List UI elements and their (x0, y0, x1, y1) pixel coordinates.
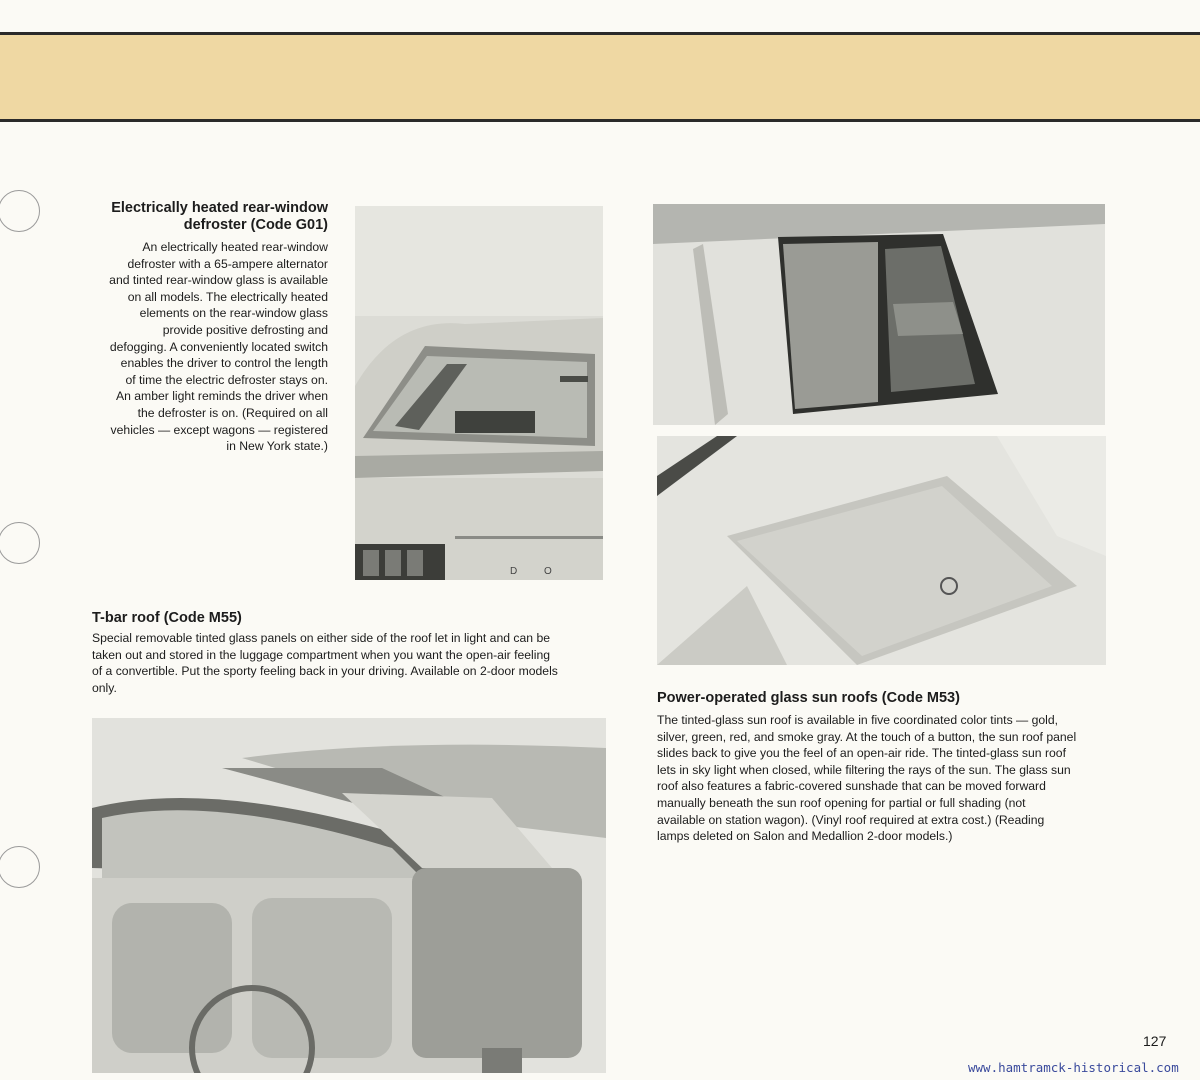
sunroof-body-line: silver, green, red, and smoke gray. At the touch of a button, the sun roof panel (657, 729, 1077, 744)
defroster-body-line: An amber light reminds the driver when (115, 389, 328, 404)
rear-window-photo (355, 206, 603, 580)
defroster-body-line: An electrically heated rear-window (142, 240, 328, 254)
defroster-title-line2: defroster (Code G01) (183, 217, 328, 233)
sunroof-body-line: lamps deleted on Salon and Medallion 2-door models.) (657, 829, 953, 844)
defroster-body-line: defogging. A conveniently located switch (109, 339, 328, 354)
defroster-body-line: provide positive defrosting and (162, 322, 328, 337)
defroster-section (60, 200, 328, 455)
sunroof-body-line: slides back to give you the feel of an open-air ride. The tinted-glass sun roof (657, 746, 1066, 761)
tbar-body-line: taken out and stored in the luggage compartment when you want the open-air feeling (92, 647, 551, 662)
page-number: 127 (1143, 1033, 1167, 1049)
rear-window-lettering: D O (510, 566, 564, 577)
defroster-body-line: of time the electric defroster stays on. (125, 372, 328, 387)
defroster-body-line: elements on the rear-window glass (139, 306, 328, 321)
header-band (0, 35, 1200, 119)
binder-hole (0, 522, 40, 564)
sunroof-top-photo (653, 204, 1105, 425)
defroster-body-line: defroster with a 65-ampere alternator (127, 256, 328, 271)
defroster-title-line1: Electrically heated rear-window (111, 200, 328, 216)
sunroof-section (657, 690, 1107, 845)
defroster-body-line: the defroster is on. (Required on all (137, 405, 328, 420)
tbar-roof-photo (92, 718, 606, 1073)
tbar-title: T-bar roof (Code M55) (92, 610, 242, 626)
defroster-body-line: on all models. The electrically heated (127, 289, 328, 304)
sunroof-body-line: roof also features a fabric-covered sunshade that can be moved forward (657, 779, 1046, 794)
defroster-body-line: enables the driver to control the length (120, 356, 328, 371)
defroster-body-line: and tinted rear-window glass is available (109, 273, 328, 288)
header-rule-bottom (0, 119, 1200, 122)
sunroof-body-line: lets in sky light when closed, while filtering the rays of the sun. The glass sun (657, 762, 1071, 777)
sunroof-title: Power-operated glass sun roofs (Code M53) (657, 690, 960, 706)
tbar-body-line: of a convertible. Put the sporty feeling back in your driving. Available on 2-door models (92, 664, 558, 679)
binder-hole (0, 190, 40, 232)
sunroof-body-line: available on station wagon). (Vinyl roof required at extra cost.) (Reading (657, 812, 1045, 827)
tbar-section (92, 610, 612, 696)
tbar-body-line: only. (92, 680, 117, 695)
binder-hole (0, 846, 40, 888)
defroster-body-line: in New York state.) (226, 439, 328, 454)
watermark-link[interactable]: www.hamtramck-historical.com (968, 1060, 1179, 1075)
sunroof-body-line: The tinted-glass sun roof is available in five coordinated color tints — gold, (657, 713, 1059, 727)
sunroof-interior-photo (657, 436, 1106, 665)
tbar-body-line: Special removable tinted glass panels on either side of the roof let in light and can be (92, 631, 550, 645)
defroster-body-line: vehicles — except wagons — registered (110, 422, 328, 437)
sunroof-body-line: manually beneath the sun roof opening for partial or full shading (not (657, 795, 1026, 810)
